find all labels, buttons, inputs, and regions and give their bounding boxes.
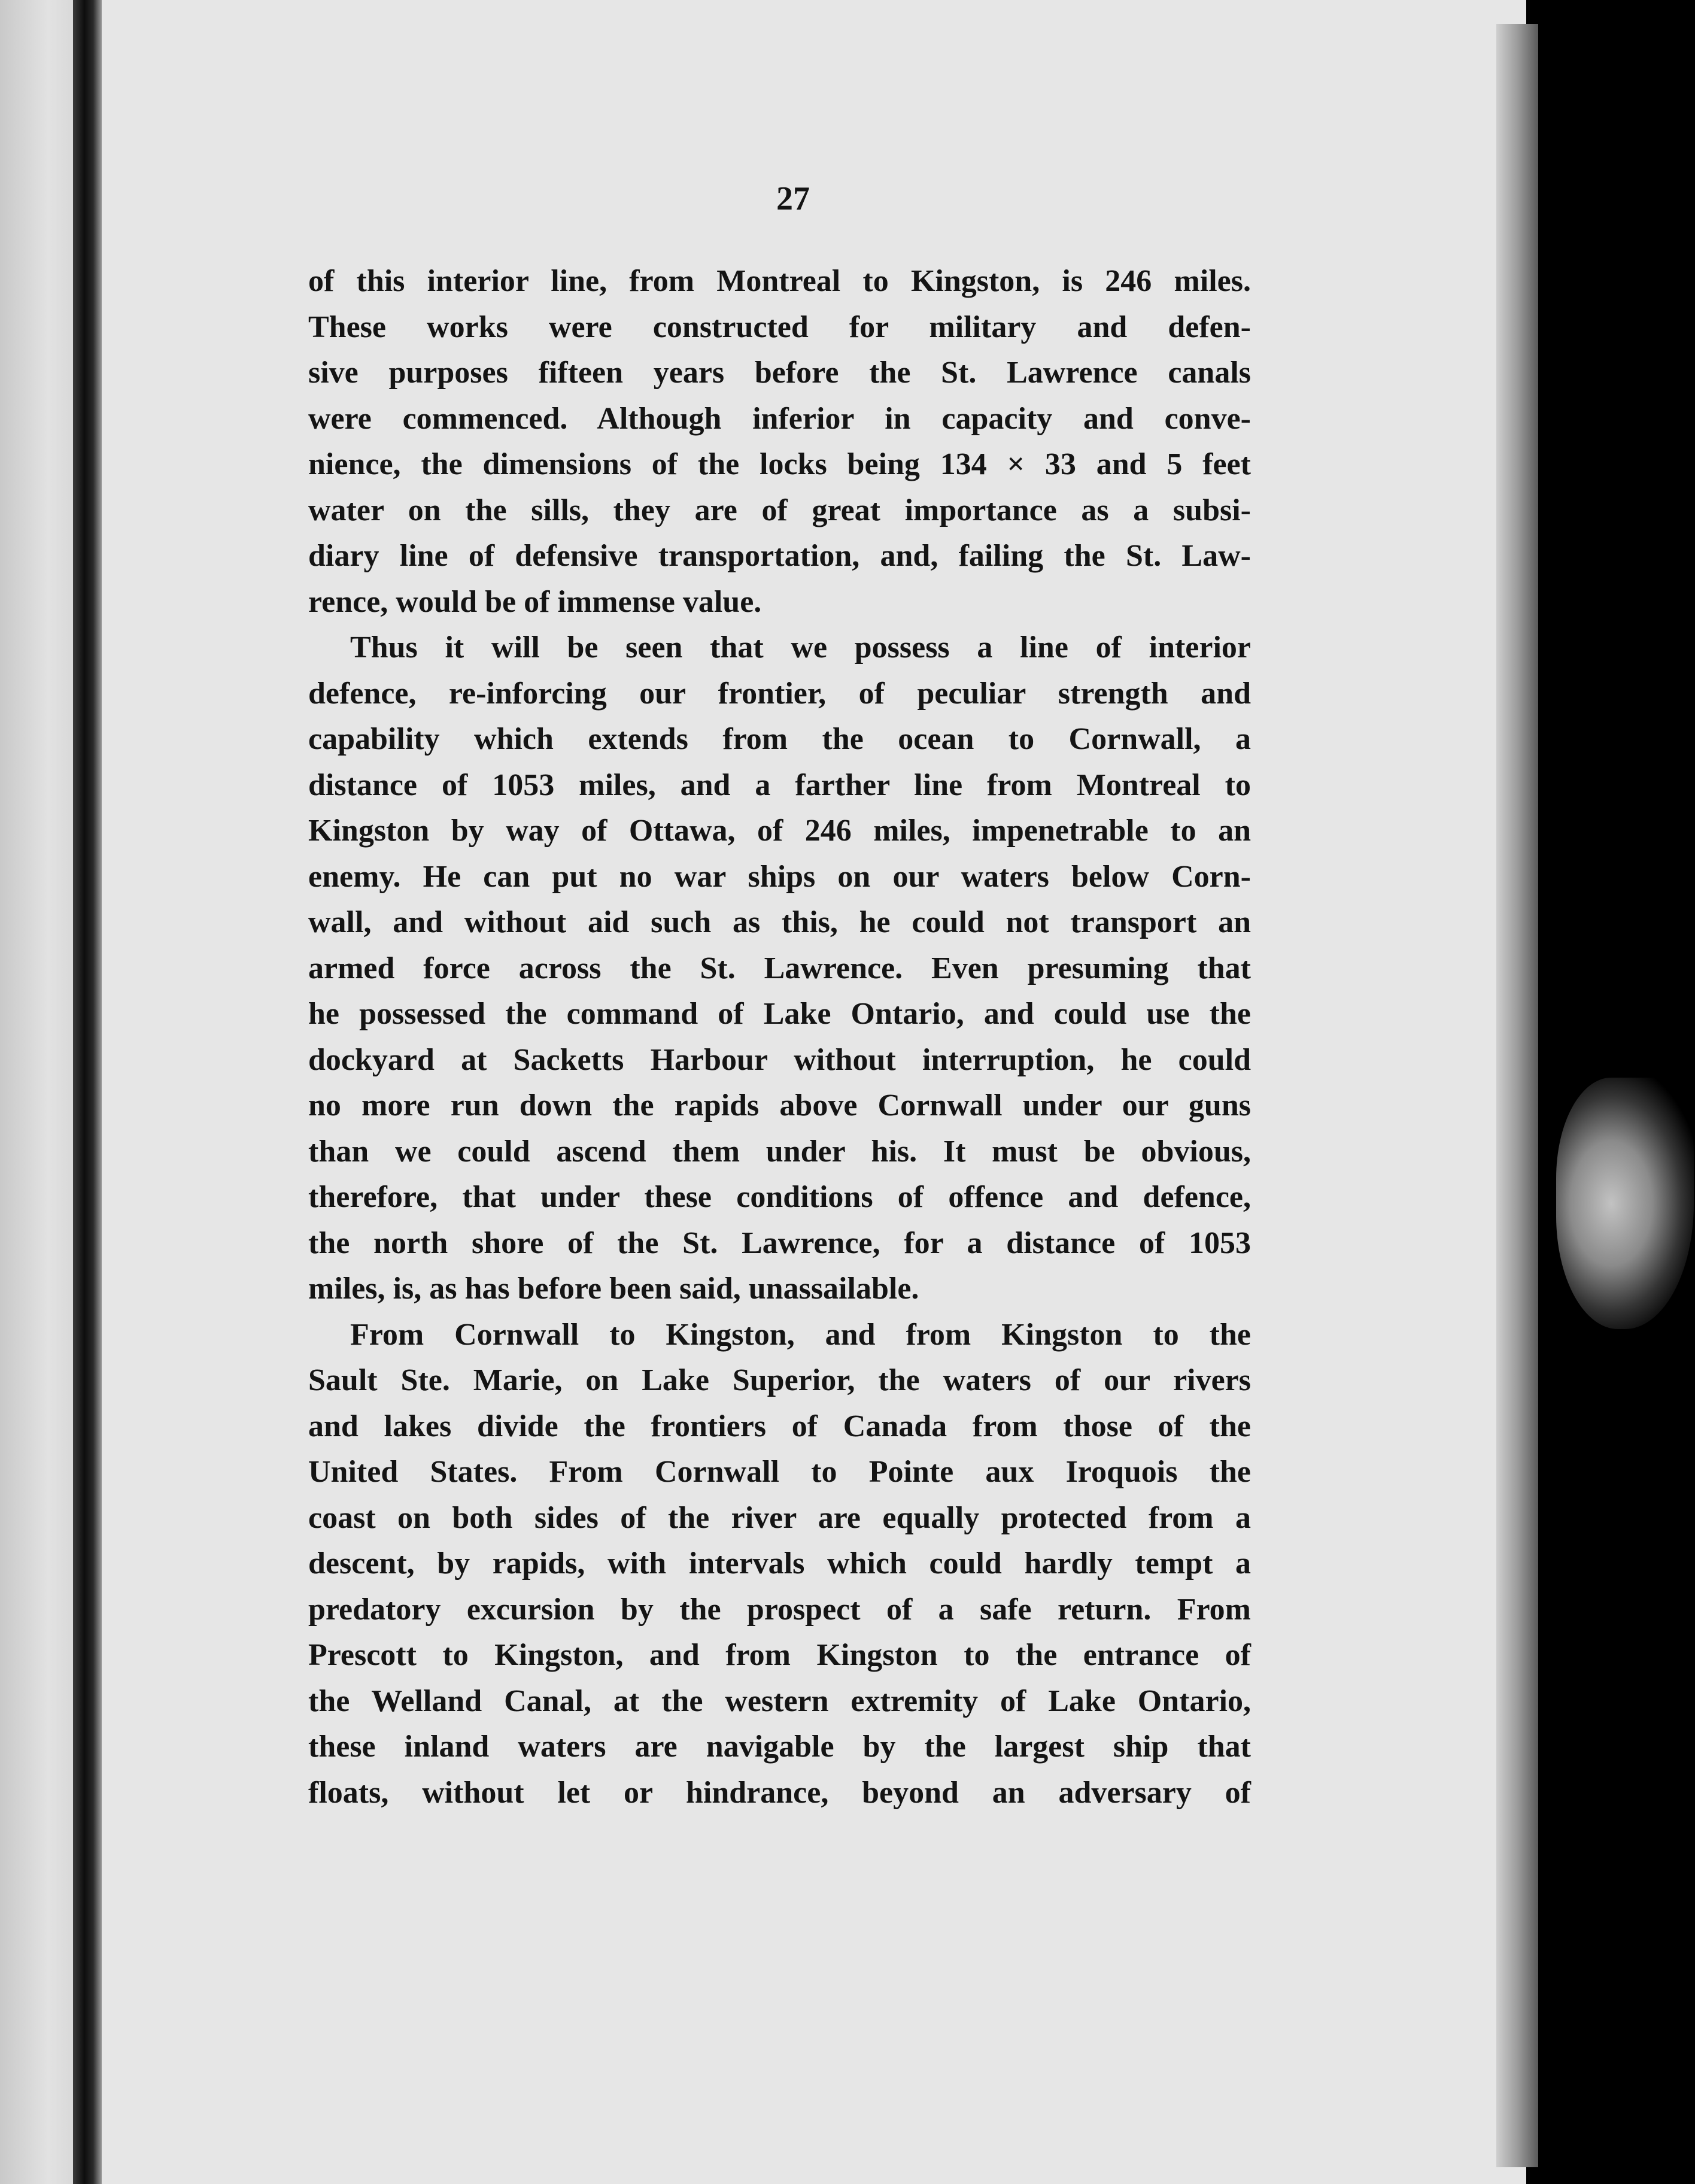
text-line: From Cornwall to Kingston, and from Kingston to the: [350, 1317, 1251, 1352]
text-line: of this interior line, from Montreal to Kingston, is 246 miles.: [308, 264, 1251, 298]
text-line: dockyard at Sacketts Harbour without interruption, he could: [308, 1042, 1251, 1077]
text-line: defence, re-inforcing our frontier, of peculiar strength and: [308, 676, 1251, 711]
text-line: enemy. He can put no war ships on our waters below Corn-: [308, 859, 1251, 894]
previous-leaf-edge: [0, 0, 81, 2184]
text-line: diary line of defensive transportation, and, failing the St. Law-: [308, 539, 1251, 573]
text-line: rence, would be of immense value.: [308, 584, 762, 619]
page-body-text: [308, 259, 1251, 1816]
page-fore-edge: [1496, 24, 1538, 2167]
text-line: these inland waters are navigable by the largest ship that: [308, 1730, 1251, 1764]
text-line: miles, is, as has before been said, unassailable.: [308, 1272, 919, 1306]
text-line: Sault Ste. Marie, on Lake Superior, the waters of our rivers: [308, 1363, 1251, 1397]
text-line: were commenced. Although inferior in capacity and conve-: [308, 401, 1251, 436]
text-line: no more run down the rapids above Cornwall under our guns: [308, 1088, 1251, 1123]
text-line: Prescott to Kingston, and from Kingston to the entrance of: [308, 1638, 1251, 1672]
page-number: 27: [776, 180, 810, 217]
text-line: United States. From Cornwall to Pointe aux Iroquois the: [308, 1455, 1251, 1489]
book-gutter: [73, 0, 102, 2184]
text-line: Kingston by way of Ottawa, of 246 miles, impenetrable to an: [308, 814, 1251, 848]
text-line: water on the sills, they are of great importance as a subsi-: [308, 493, 1251, 527]
text-line: nience, the dimensions of the locks being 134 × 33 and 5 feet: [308, 447, 1251, 481]
text-line: therefore, that under these conditions of offence and defence,: [308, 1180, 1251, 1214]
text-line: armed force across the St. Lawrence. Even presuming that: [308, 951, 1251, 985]
text-line: descent, by rapids, with intervals which could hardly tempt a: [308, 1546, 1251, 1581]
text-line: he possessed the command of Lake Ontario, and could use the: [308, 997, 1251, 1031]
text-line: and lakes divide the frontiers of Canada from those of the: [308, 1409, 1251, 1443]
text-line: wall, and without aid such as this, he could not transport an: [308, 905, 1251, 939]
paper-stain: [1556, 1078, 1694, 1329]
text-line: floats, without let or hindrance, beyond an adversary of: [308, 1775, 1251, 1810]
text-line: the north shore of the St. Lawrence, for a distance of 1053: [308, 1226, 1251, 1260]
text-line: predatory excursion by the prospect of a safe return. From: [308, 1592, 1251, 1627]
text-line: the Welland Canal, at the western extremity of Lake Ontario,: [308, 1684, 1251, 1718]
text-line: These works were constructed for military and defen-: [308, 310, 1251, 344]
text-line: capability which extends from the ocean to Cornwall, a: [308, 722, 1251, 756]
text-line: than we could ascend them under his. It must be obvious,: [308, 1134, 1251, 1169]
text-line: Thus it will be seen that we possess a line of interior: [350, 630, 1251, 665]
text-line: coast on both sides of the river are equally protected from a: [308, 1500, 1251, 1535]
text-line: sive purposes fifteen years before the St. Lawrence canals: [308, 356, 1251, 390]
text-line: distance of 1053 miles, and a farther line from Montreal to: [308, 768, 1251, 802]
